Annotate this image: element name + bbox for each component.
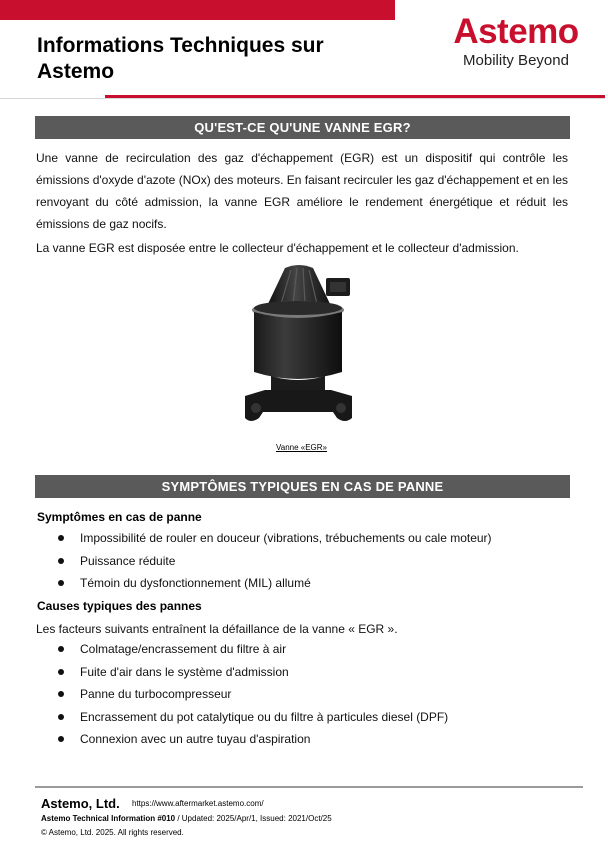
- footer-company: Astemo, Ltd.: [41, 796, 120, 811]
- section-heading-symptoms: SYMPTÔMES TYPIQUES EN CAS DE PANNE: [35, 475, 570, 498]
- top-accent-bar: [0, 0, 395, 20]
- footer-info-id: Astemo Technical Information #010: [41, 814, 176, 823]
- list-item: [58, 638, 448, 661]
- page-title: [37, 33, 324, 85]
- list-item-text: Panne du turbocompresseur: [80, 687, 232, 701]
- section-heading-what-is-egr: QU'EST-CE QU'UNE VANNE EGR?: [35, 116, 570, 139]
- brand-name: Astemo: [453, 12, 579, 51]
- bullet-icon: [58, 580, 64, 586]
- valve-base-shape: [245, 390, 352, 421]
- valve-bolt-right: [336, 403, 346, 413]
- footer-url-link[interactable]: https://www.aftermarket.astemo.com/: [132, 799, 264, 808]
- bullet-icon: [58, 736, 64, 742]
- list-item: [58, 683, 448, 706]
- valve-body-shape: [254, 312, 342, 379]
- footer-info-dates: / Updated: 2025/Apr/1, Issued: 2021/Oct/25: [175, 814, 332, 823]
- footer-copyright: © Astemo, Ltd. 2025. All rights reserved.: [41, 828, 184, 837]
- causes-list: [58, 638, 448, 751]
- bullet-icon: [58, 646, 64, 652]
- list-item: [58, 728, 448, 751]
- symptoms-list: [58, 527, 492, 595]
- valve-flange-top: [254, 301, 342, 315]
- list-item-text: Encrassement du pot catalytique ou du filtre à particules diesel (DPF): [80, 709, 449, 724]
- header-divider-thin: [0, 98, 605, 99]
- list-item-text: Colmatage/encrassement du filtre à air: [80, 642, 287, 656]
- list-item-text: Connexion avec un autre tuyau d'aspiration: [80, 732, 311, 746]
- list-item-text: Puissance réduite: [80, 553, 176, 568]
- footer-document-info: [41, 814, 332, 823]
- intro-paragraph: Une vanne de recirculation des gaz d'échappement (EGR) est un dispositif qui contrôle les émissions d'oxyde d'azote (NOx) des moteurs. En faisant recirculer les gaz d'échappement et en les renvoyant du côté admission, la vanne EGR améliore le rendement énergétique et réduit les émissions de gaz nocifs.: [36, 151, 568, 231]
- valve-cap-shape: [267, 265, 331, 306]
- list-item: [58, 572, 492, 595]
- location-paragraph: La vanne EGR est disposée entre le collecteur d'échappement et le collecteur d'admission.: [36, 241, 519, 255]
- valve-connector-socket: [330, 282, 346, 292]
- list-item: [58, 706, 448, 729]
- brand-tagline: Mobility Beyond: [463, 52, 569, 69]
- brand-logo: [438, 12, 594, 70]
- list-item-text: Témoin du dysfonctionnement (MIL) allumé: [80, 576, 311, 590]
- bullet-icon: [58, 691, 64, 697]
- list-item: [58, 527, 492, 550]
- bullet-icon: [58, 558, 64, 564]
- bullet-icon: [58, 669, 64, 675]
- symptoms-heading: Symptômes en cas de panne: [37, 510, 202, 524]
- page-title-line-1: Informations Techniques sur: [37, 34, 324, 57]
- bullet-icon: [58, 535, 64, 541]
- bullet-icon: [58, 714, 64, 720]
- footer-divider: [35, 786, 583, 788]
- list-item-text: Fuite d'air dans le système d'admission: [80, 664, 289, 679]
- list-item-text: Impossibilité de rouler en douceur (vibrations, trébuchements ou cale moteur): [80, 531, 492, 545]
- page-title-line-2: Astemo: [37, 60, 115, 83]
- causes-heading: Causes typiques des pannes: [37, 599, 202, 613]
- egr-valve-image: [241, 262, 356, 430]
- valve-bolt-left: [251, 403, 261, 413]
- list-item: [58, 550, 492, 573]
- figure-caption: Vanne «EGR»: [276, 443, 327, 452]
- causes-intro: Les facteurs suivants entraînent la défaillance de la vanne « EGR ».: [36, 622, 398, 636]
- list-item: [58, 661, 448, 684]
